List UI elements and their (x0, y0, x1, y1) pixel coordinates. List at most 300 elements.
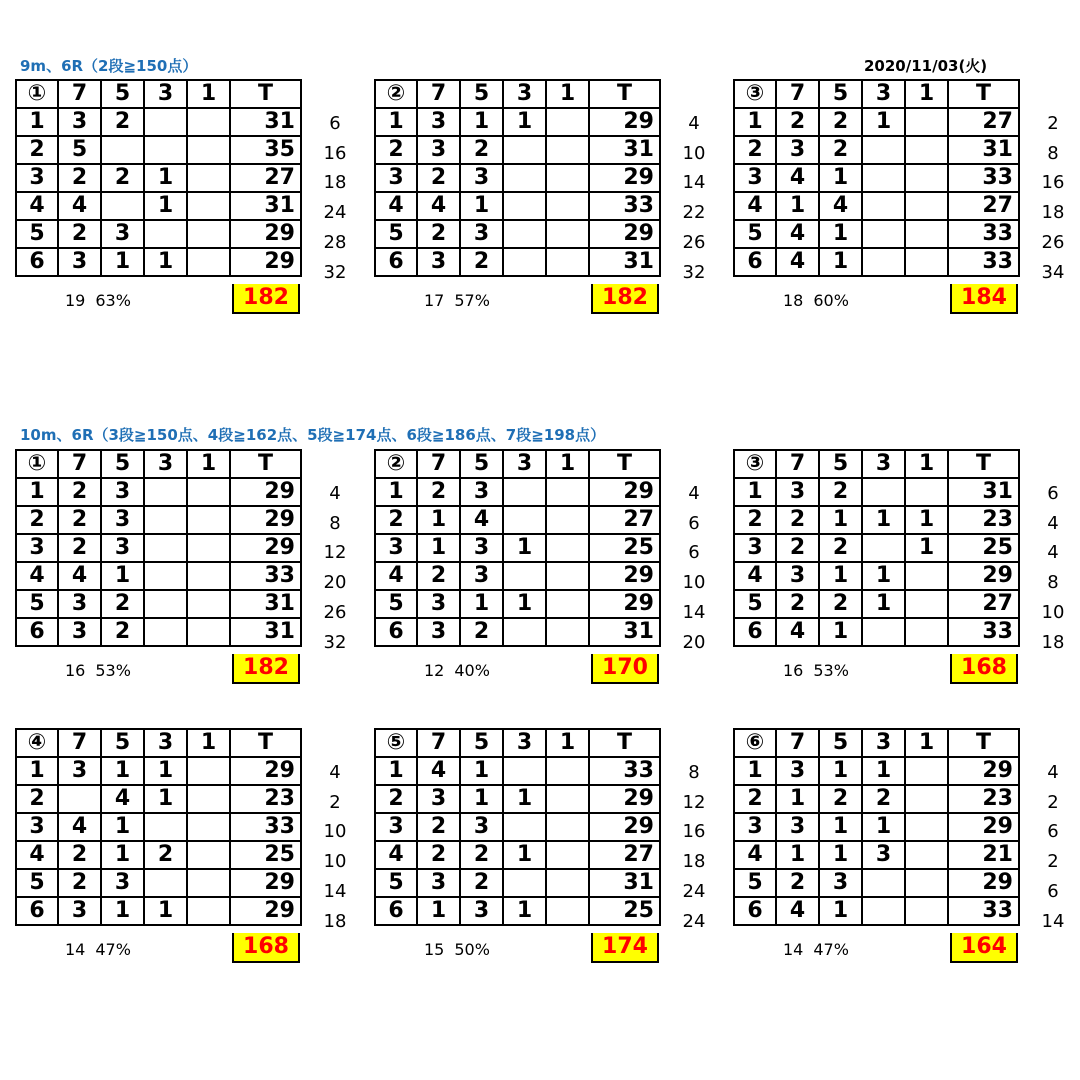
grand-total: 174 (591, 933, 659, 963)
hit-percent: 57% (454, 291, 490, 310)
cumulative-count: 26 (323, 601, 347, 623)
hit-count-cell (862, 164, 905, 192)
round-total-cell: 31 (589, 136, 660, 164)
round-row (375, 813, 660, 841)
round-number: 4 (734, 192, 776, 220)
round-total-cell: 29 (589, 108, 660, 136)
score-table (374, 79, 661, 277)
hit-count-cell: 2 (776, 108, 819, 136)
round-number: 2 (734, 785, 776, 813)
hit-count-cell: 3 (58, 618, 101, 646)
score-card (733, 449, 1080, 694)
hit-count-cell: 4 (58, 192, 101, 220)
cumulative-count: 2 (1047, 113, 1059, 134)
column-header: 7 (776, 80, 819, 108)
section-title-10m: 10m、6R（3段≧150点、4段≧162点、5段≧174点、6段≧186点、7段≧198点） (20, 426, 606, 444)
round-row (734, 220, 1019, 248)
hit-count-cell: 3 (819, 869, 862, 897)
round-row (375, 590, 660, 618)
column-header: 3 (862, 80, 905, 108)
hit-count-cell: 1 (776, 841, 819, 869)
hit-count: 18 (783, 291, 804, 310)
cumulative-count: 20 (323, 572, 347, 594)
header-row (16, 450, 301, 478)
hit-count-cell (187, 841, 230, 869)
grand-total: 164 (950, 933, 1018, 963)
round-total-cell: 23 (948, 785, 1019, 813)
round-row (16, 813, 301, 841)
round-total-cell: 27 (948, 590, 1019, 618)
round-number: 2 (734, 136, 776, 164)
hit-summary (424, 940, 490, 959)
cumulative-count: 22 (682, 202, 706, 224)
hit-count-cell (862, 534, 905, 562)
round-total-cell: 31 (230, 192, 301, 220)
hit-count-cell (862, 618, 905, 646)
hit-count-cell: 4 (776, 220, 819, 248)
hit-count-cell: 2 (417, 562, 460, 590)
column-header: 3 (144, 450, 187, 478)
hit-count-cell (503, 813, 546, 841)
hit-count-cell: 1 (460, 785, 503, 813)
round-row (734, 590, 1019, 618)
round-row (734, 757, 1019, 785)
column-header: 5 (460, 729, 503, 757)
hit-count-cell: 3 (58, 108, 101, 136)
round-total-cell: 23 (948, 506, 1019, 534)
round-number: 4 (375, 192, 417, 220)
round-row (16, 506, 301, 534)
header-row (375, 80, 660, 108)
round-row (734, 164, 1019, 192)
column-header: 1 (905, 450, 948, 478)
column-header: 1 (546, 729, 589, 757)
hit-count-cell: 3 (417, 590, 460, 618)
round-total-cell: 31 (948, 478, 1019, 506)
hit-count-cell (546, 841, 589, 869)
hit-count-cell (546, 534, 589, 562)
hit-count-cell (144, 478, 187, 506)
round-row (16, 248, 301, 276)
round-number: 4 (375, 562, 417, 590)
round-row (375, 478, 660, 506)
hit-count-cell: 2 (58, 534, 101, 562)
hit-count-cell (546, 813, 589, 841)
hit-count-cell (187, 534, 230, 562)
round-row (375, 618, 660, 646)
hit-summary (65, 661, 131, 680)
round-total-cell: 29 (589, 478, 660, 506)
hit-count-cell (905, 841, 948, 869)
hit-count-cell: 1 (503, 108, 546, 136)
header-row (734, 729, 1019, 757)
hit-count-cell: 3 (776, 813, 819, 841)
round-total-cell: 33 (948, 897, 1019, 925)
hit-count-cell: 4 (417, 192, 460, 220)
round-number: 1 (375, 478, 417, 506)
round-total-cell: 27 (948, 108, 1019, 136)
round-row (375, 108, 660, 136)
hit-count-cell (187, 248, 230, 276)
hit-count-cell: 1 (144, 897, 187, 925)
cumulative-count: 24 (323, 202, 347, 224)
hit-count-cell (187, 897, 230, 925)
card-number-label: ③ (734, 450, 776, 478)
score-card (15, 449, 375, 694)
round-row (734, 136, 1019, 164)
round-number: 6 (734, 897, 776, 925)
round-number: 5 (16, 220, 58, 248)
hit-count-cell: 1 (862, 108, 905, 136)
column-header: T (230, 729, 301, 757)
score-card (733, 728, 1080, 973)
hit-count-cell (503, 136, 546, 164)
round-row (16, 562, 301, 590)
hit-summary (424, 291, 490, 310)
round-number: 2 (375, 506, 417, 534)
hit-count-cell: 3 (460, 478, 503, 506)
score-card (15, 728, 375, 973)
hit-count: 19 (65, 291, 86, 310)
round-number: 5 (734, 220, 776, 248)
hit-count-cell (101, 192, 144, 220)
column-header: T (948, 80, 1019, 108)
hit-count-cell: 2 (862, 785, 905, 813)
hit-count-cell: 4 (58, 562, 101, 590)
hit-count-cell: 1 (819, 841, 862, 869)
hit-count-cell (862, 136, 905, 164)
hit-count-cell (187, 590, 230, 618)
hit-count-cell (905, 618, 948, 646)
round-row (734, 248, 1019, 276)
score-table (374, 728, 661, 926)
cumulative-count: 6 (329, 113, 341, 134)
hit-count-cell: 1 (819, 618, 862, 646)
hit-count-cell: 2 (819, 534, 862, 562)
column-header: 5 (819, 450, 862, 478)
round-row (734, 506, 1019, 534)
hit-count-cell (546, 618, 589, 646)
round-total-cell: 29 (230, 248, 301, 276)
cumulative-count: 10 (323, 821, 347, 843)
round-row (16, 869, 301, 897)
round-row (734, 562, 1019, 590)
hit-count-cell: 3 (417, 248, 460, 276)
hit-count-cell: 1 (819, 897, 862, 925)
hit-count-cell: 2 (819, 136, 862, 164)
hit-count-cell (187, 192, 230, 220)
column-header: 7 (58, 450, 101, 478)
hit-count-cell (187, 813, 230, 841)
cumulative-count: 12 (682, 791, 706, 813)
hit-count-cell (187, 618, 230, 646)
hit-count-cell (546, 562, 589, 590)
hit-count-cell (546, 136, 589, 164)
hit-count-cell (144, 220, 187, 248)
hit-count-cell: 1 (417, 534, 460, 562)
round-row (16, 478, 301, 506)
round-number: 6 (734, 618, 776, 646)
round-total-cell: 31 (589, 248, 660, 276)
hit-count-cell: 1 (862, 506, 905, 534)
hit-count-cell (503, 478, 546, 506)
round-number: 6 (375, 897, 417, 925)
card-number-label: ② (375, 80, 417, 108)
hit-count-cell: 3 (776, 757, 819, 785)
column-header: 3 (862, 729, 905, 757)
round-total-cell: 27 (589, 841, 660, 869)
hit-count-cell (503, 757, 546, 785)
cumulative-count: 4 (688, 113, 700, 134)
hit-count-cell: 2 (58, 869, 101, 897)
round-number: 3 (16, 164, 58, 192)
hit-count-cell (546, 192, 589, 220)
hit-count-cell: 2 (460, 248, 503, 276)
score-table (733, 449, 1020, 647)
column-header: 5 (101, 450, 144, 478)
hit-count-cell: 3 (460, 220, 503, 248)
hit-count-cell (144, 813, 187, 841)
hit-count: 16 (783, 661, 804, 680)
round-row (375, 785, 660, 813)
column-header: 1 (905, 80, 948, 108)
round-row (375, 562, 660, 590)
cumulative-count: 26 (1041, 231, 1065, 253)
cumulative-count: 26 (682, 231, 706, 253)
round-number: 6 (375, 618, 417, 646)
round-number: 4 (16, 841, 58, 869)
round-number: 3 (16, 534, 58, 562)
round-row (375, 136, 660, 164)
hit-count-cell: 3 (58, 897, 101, 925)
header-row (375, 450, 660, 478)
round-total-cell: 29 (589, 813, 660, 841)
card-number-label: ② (375, 450, 417, 478)
hit-count-cell: 3 (460, 562, 503, 590)
hit-count-cell (546, 869, 589, 897)
round-row (734, 869, 1019, 897)
round-row (734, 534, 1019, 562)
hit-count-cell: 2 (819, 785, 862, 813)
score-card (733, 79, 1080, 324)
round-total-cell: 31 (589, 869, 660, 897)
hit-count-cell (187, 478, 230, 506)
cumulative-count: 4 (1047, 542, 1059, 564)
hit-count-cell: 2 (58, 164, 101, 192)
round-row (16, 590, 301, 618)
hit-count-cell: 4 (819, 192, 862, 220)
hit-count-cell: 3 (776, 562, 819, 590)
cumulative-count: 2 (1047, 791, 1059, 813)
cumulative-count: 8 (1047, 142, 1059, 164)
hit-count-cell: 1 (776, 785, 819, 813)
round-total-cell: 33 (230, 562, 301, 590)
column-header: 5 (101, 729, 144, 757)
hit-count-cell: 2 (417, 164, 460, 192)
score-card (15, 79, 375, 324)
hit-count-cell: 2 (417, 841, 460, 869)
hit-count-cell (905, 562, 948, 590)
hit-count-cell (187, 136, 230, 164)
hit-count-cell (905, 248, 948, 276)
cumulative-count: 8 (329, 512, 341, 534)
hit-count-cell: 3 (417, 618, 460, 646)
round-total-cell: 29 (589, 785, 660, 813)
hit-count-cell: 4 (776, 248, 819, 276)
hit-count-cell: 2 (101, 590, 144, 618)
round-total-cell: 29 (230, 534, 301, 562)
hit-count-cell: 2 (101, 164, 144, 192)
round-row (734, 108, 1019, 136)
round-total-cell: 31 (948, 136, 1019, 164)
section-title-9m: 9m、6R（2段≧150点） (20, 57, 198, 75)
date-label: 2020/11/03(火) (864, 57, 988, 75)
hit-count-cell (503, 192, 546, 220)
hit-count-cell: 2 (460, 618, 503, 646)
round-total-cell: 29 (230, 220, 301, 248)
hit-count: 14 (65, 940, 86, 959)
hit-count-cell (905, 813, 948, 841)
header-row (16, 80, 301, 108)
cumulative-count: 24 (682, 910, 706, 932)
cumulative-count: 16 (1041, 172, 1065, 194)
round-number: 6 (16, 618, 58, 646)
hit-count-cell (905, 136, 948, 164)
hit-count-cell (546, 897, 589, 925)
round-number: 3 (375, 164, 417, 192)
score-table (374, 449, 661, 647)
hit-count-cell (546, 590, 589, 618)
hit-percent: 47% (813, 940, 849, 959)
cumulative-count: 10 (323, 851, 347, 873)
round-total-cell: 27 (230, 164, 301, 192)
column-header: 5 (101, 80, 144, 108)
column-header: 5 (460, 450, 503, 478)
hit-count-cell: 2 (144, 841, 187, 869)
round-row (734, 785, 1019, 813)
cumulative-count: 32 (323, 631, 347, 653)
round-total-cell: 33 (948, 248, 1019, 276)
hit-count-cell: 3 (58, 590, 101, 618)
cumulative-count: 20 (682, 631, 706, 653)
cumulative-count: 32 (682, 261, 706, 283)
hit-count-cell (144, 108, 187, 136)
hit-count-cell (503, 220, 546, 248)
hit-count-cell: 4 (101, 785, 144, 813)
hit-count-cell (144, 590, 187, 618)
round-row (16, 897, 301, 925)
cumulative-count: 6 (688, 542, 700, 564)
hit-count-cell: 1 (819, 506, 862, 534)
round-total-cell: 27 (948, 192, 1019, 220)
hit-count-cell (503, 164, 546, 192)
hit-count-cell (905, 220, 948, 248)
hit-count-cell (905, 108, 948, 136)
hit-percent: 53% (95, 661, 131, 680)
round-number: 2 (16, 136, 58, 164)
hit-count-cell (905, 590, 948, 618)
cumulative-count: 24 (682, 880, 706, 902)
hit-count-cell: 3 (101, 220, 144, 248)
hit-count-cell: 3 (776, 478, 819, 506)
card-number-label: ⑥ (734, 729, 776, 757)
cumulative-count: 6 (1047, 483, 1059, 504)
round-number: 5 (734, 590, 776, 618)
hit-count-cell (144, 506, 187, 534)
hit-count-cell: 2 (776, 869, 819, 897)
hit-count-cell (905, 785, 948, 813)
hit-count-cell: 4 (460, 506, 503, 534)
hit-count-cell (503, 506, 546, 534)
grand-total: 184 (950, 284, 1018, 314)
round-total-cell: 25 (589, 897, 660, 925)
round-total-cell: 33 (230, 813, 301, 841)
hit-count-cell: 2 (776, 506, 819, 534)
hit-count-cell (905, 192, 948, 220)
round-number: 3 (734, 164, 776, 192)
hit-count-cell (144, 562, 187, 590)
hit-count-cell (862, 248, 905, 276)
round-total-cell: 29 (589, 590, 660, 618)
hit-count-cell (144, 534, 187, 562)
hit-count-cell: 1 (503, 534, 546, 562)
hit-count-cell: 3 (101, 869, 144, 897)
cumulative-count: 10 (682, 142, 706, 164)
round-number: 6 (16, 248, 58, 276)
hit-count-cell: 3 (101, 506, 144, 534)
round-row (375, 248, 660, 276)
cumulative-count: 18 (1041, 631, 1065, 653)
round-number: 4 (375, 841, 417, 869)
round-number: 1 (16, 478, 58, 506)
hit-count-cell (862, 192, 905, 220)
hit-count-cell (187, 108, 230, 136)
column-header: 5 (819, 80, 862, 108)
cumulative-count: 16 (323, 142, 347, 164)
cumulative-count: 18 (682, 851, 706, 873)
column-header: 7 (776, 450, 819, 478)
round-total-cell: 33 (589, 192, 660, 220)
hit-count-cell: 2 (460, 841, 503, 869)
header-row (734, 80, 1019, 108)
column-header: 3 (144, 729, 187, 757)
hit-count-cell (503, 248, 546, 276)
column-header: 7 (58, 729, 101, 757)
hit-count-cell (546, 506, 589, 534)
round-total-cell: 29 (948, 757, 1019, 785)
column-header: 7 (417, 450, 460, 478)
round-row (375, 192, 660, 220)
round-number: 3 (16, 813, 58, 841)
cumulative-count: 14 (323, 880, 347, 902)
hit-count-cell: 1 (819, 220, 862, 248)
round-row (375, 757, 660, 785)
round-number: 1 (734, 478, 776, 506)
hit-count-cell: 2 (819, 108, 862, 136)
column-header: 7 (417, 729, 460, 757)
hit-count-cell (862, 220, 905, 248)
round-row (16, 534, 301, 562)
hit-count-cell: 3 (417, 785, 460, 813)
round-total-cell: 29 (589, 220, 660, 248)
grand-total: 170 (591, 654, 659, 684)
round-number: 5 (16, 869, 58, 897)
column-header: 1 (187, 729, 230, 757)
hit-count-cell (58, 785, 101, 813)
hit-count-cell: 3 (862, 841, 905, 869)
round-row (375, 164, 660, 192)
round-number: 4 (734, 841, 776, 869)
